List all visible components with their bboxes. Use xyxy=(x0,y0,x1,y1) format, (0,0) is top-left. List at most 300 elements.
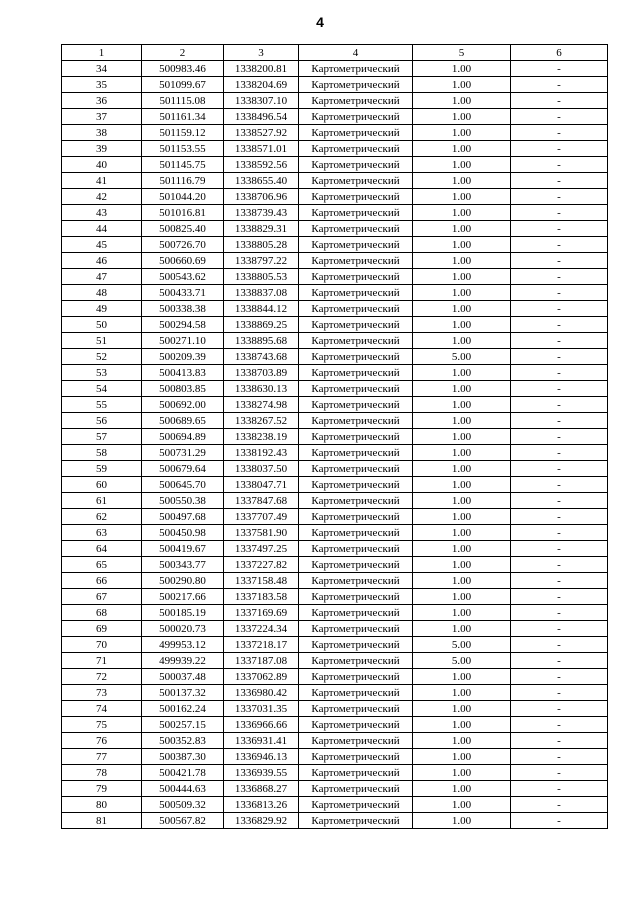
accuracy-cell: 1.00 xyxy=(413,237,511,253)
table-row xyxy=(62,429,608,445)
description-cell: - xyxy=(511,525,608,541)
y-coordinate-cell: 1338837.08 xyxy=(224,285,299,301)
description-cell: - xyxy=(511,621,608,637)
y-coordinate-cell: 1336980.42 xyxy=(224,685,299,701)
y-coordinate-cell: 1338267.52 xyxy=(224,413,299,429)
description-cell: - xyxy=(511,669,608,685)
x-coordinate-cell: 500692.00 xyxy=(142,397,224,413)
description-cell: - xyxy=(511,237,608,253)
point-number-cell: 52 xyxy=(62,349,142,365)
point-number-cell: 44 xyxy=(62,221,142,237)
method-cell: Картометрический xyxy=(299,445,413,461)
table-row xyxy=(62,285,608,301)
table-row xyxy=(62,637,608,653)
table-row xyxy=(62,189,608,205)
table-row xyxy=(62,605,608,621)
table-row xyxy=(62,509,608,525)
y-coordinate-cell: 1338805.28 xyxy=(224,237,299,253)
point-number-cell: 61 xyxy=(62,493,142,509)
x-coordinate-cell: 500290.80 xyxy=(142,573,224,589)
x-coordinate-cell: 501115.08 xyxy=(142,93,224,109)
point-number-cell: 47 xyxy=(62,269,142,285)
point-number-cell: 49 xyxy=(62,301,142,317)
accuracy-cell: 1.00 xyxy=(413,397,511,413)
accuracy-cell: 1.00 xyxy=(413,381,511,397)
accuracy-cell: 1.00 xyxy=(413,221,511,237)
x-coordinate-cell: 500450.98 xyxy=(142,525,224,541)
description-cell: - xyxy=(511,717,608,733)
column-header-method: 4 xyxy=(299,45,413,61)
description-cell: - xyxy=(511,77,608,93)
description-cell: - xyxy=(511,157,608,173)
y-coordinate-cell: 1338739.43 xyxy=(224,205,299,221)
y-coordinate-cell: 1338192.43 xyxy=(224,445,299,461)
point-number-cell: 55 xyxy=(62,397,142,413)
x-coordinate-cell: 500444.63 xyxy=(142,781,224,797)
table-row xyxy=(62,157,608,173)
y-coordinate-cell: 1337187.08 xyxy=(224,653,299,669)
method-cell: Картометрический xyxy=(299,285,413,301)
x-coordinate-cell: 500497.68 xyxy=(142,509,224,525)
point-number-cell: 76 xyxy=(62,733,142,749)
table-row xyxy=(62,205,608,221)
description-cell: - xyxy=(511,269,608,285)
table-row xyxy=(62,669,608,685)
point-number-cell: 64 xyxy=(62,541,142,557)
table-row xyxy=(62,317,608,333)
accuracy-cell: 1.00 xyxy=(413,205,511,221)
description-cell: - xyxy=(511,301,608,317)
x-coordinate-cell: 500689.65 xyxy=(142,413,224,429)
x-coordinate-cell: 500803.85 xyxy=(142,381,224,397)
y-coordinate-cell: 1338238.19 xyxy=(224,429,299,445)
y-coordinate-cell: 1337031.35 xyxy=(224,701,299,717)
y-coordinate-cell: 1338527.92 xyxy=(224,125,299,141)
accuracy-cell: 1.00 xyxy=(413,445,511,461)
table-row xyxy=(62,781,608,797)
method-cell: Картометрический xyxy=(299,221,413,237)
accuracy-cell: 1.00 xyxy=(413,557,511,573)
table-row xyxy=(62,749,608,765)
description-cell: - xyxy=(511,189,608,205)
method-cell: Картометрический xyxy=(299,429,413,445)
method-cell: Картометрический xyxy=(299,813,413,829)
y-coordinate-cell: 1338703.89 xyxy=(224,365,299,381)
description-cell: - xyxy=(511,685,608,701)
table-row xyxy=(62,109,608,125)
y-coordinate-cell: 1336966.66 xyxy=(224,717,299,733)
table-row xyxy=(62,525,608,541)
table-row xyxy=(62,797,608,813)
x-coordinate-cell: 501116.79 xyxy=(142,173,224,189)
y-coordinate-cell: 1336829.92 xyxy=(224,813,299,829)
table-row xyxy=(62,381,608,397)
method-cell: Картометрический xyxy=(299,205,413,221)
x-coordinate-cell: 501159.12 xyxy=(142,125,224,141)
x-coordinate-cell: 500162.24 xyxy=(142,701,224,717)
point-number-cell: 45 xyxy=(62,237,142,253)
method-cell: Картометрический xyxy=(299,653,413,669)
table-row xyxy=(62,61,608,77)
accuracy-cell: 1.00 xyxy=(413,141,511,157)
y-coordinate-cell: 1338200.81 xyxy=(224,61,299,77)
x-coordinate-cell: 500660.69 xyxy=(142,253,224,269)
method-cell: Картометрический xyxy=(299,797,413,813)
point-number-cell: 57 xyxy=(62,429,142,445)
table-row xyxy=(62,93,608,109)
table-row xyxy=(62,493,608,509)
y-coordinate-cell: 1337158.48 xyxy=(224,573,299,589)
method-cell: Картометрический xyxy=(299,77,413,93)
x-coordinate-cell: 500209.39 xyxy=(142,349,224,365)
y-coordinate-cell: 1337497.25 xyxy=(224,541,299,557)
x-coordinate-cell: 501016.81 xyxy=(142,205,224,221)
table-row xyxy=(62,653,608,669)
y-coordinate-cell: 1338805.53 xyxy=(224,269,299,285)
x-coordinate-cell: 500413.83 xyxy=(142,365,224,381)
description-cell: - xyxy=(511,381,608,397)
accuracy-cell: 1.00 xyxy=(413,749,511,765)
point-number-cell: 75 xyxy=(62,717,142,733)
y-coordinate-cell: 1337227.82 xyxy=(224,557,299,573)
table-row xyxy=(62,717,608,733)
accuracy-cell: 1.00 xyxy=(413,285,511,301)
y-coordinate-cell: 1338592.56 xyxy=(224,157,299,173)
description-cell: - xyxy=(511,173,608,189)
method-cell: Картометрический xyxy=(299,749,413,765)
point-number-cell: 78 xyxy=(62,765,142,781)
x-coordinate-cell: 500185.19 xyxy=(142,605,224,621)
y-coordinate-cell: 1338047.71 xyxy=(224,477,299,493)
method-cell: Картометрический xyxy=(299,765,413,781)
method-cell: Картометрический xyxy=(299,493,413,509)
table-row xyxy=(62,621,608,637)
y-coordinate-cell: 1338895.68 xyxy=(224,333,299,349)
description-cell: - xyxy=(511,141,608,157)
y-coordinate-cell: 1337847.68 xyxy=(224,493,299,509)
point-number-cell: 70 xyxy=(62,637,142,653)
point-number-cell: 50 xyxy=(62,317,142,333)
method-cell: Картометрический xyxy=(299,125,413,141)
method-cell: Картометрический xyxy=(299,525,413,541)
point-number-cell: 48 xyxy=(62,285,142,301)
x-coordinate-cell: 500509.32 xyxy=(142,797,224,813)
y-coordinate-cell: 1337224.34 xyxy=(224,621,299,637)
description-cell: - xyxy=(511,349,608,365)
column-header-x: 2 xyxy=(142,45,224,61)
table-row xyxy=(62,333,608,349)
x-coordinate-cell: 500271.10 xyxy=(142,333,224,349)
x-coordinate-cell: 501099.67 xyxy=(142,77,224,93)
x-coordinate-cell: 500983.46 xyxy=(142,61,224,77)
x-coordinate-cell: 500037.48 xyxy=(142,669,224,685)
x-coordinate-cell: 500387.30 xyxy=(142,749,224,765)
method-cell: Картометрический xyxy=(299,541,413,557)
method-cell: Картометрический xyxy=(299,573,413,589)
y-coordinate-cell: 1338706.96 xyxy=(224,189,299,205)
table-row xyxy=(62,461,608,477)
description-cell: - xyxy=(511,253,608,269)
description-cell: - xyxy=(511,605,608,621)
method-cell: Картометрический xyxy=(299,461,413,477)
method-cell: Картометрический xyxy=(299,141,413,157)
point-number-cell: 65 xyxy=(62,557,142,573)
x-coordinate-cell: 500645.70 xyxy=(142,477,224,493)
method-cell: Картометрический xyxy=(299,685,413,701)
x-coordinate-cell: 500352.83 xyxy=(142,733,224,749)
y-coordinate-cell: 1336868.27 xyxy=(224,781,299,797)
y-coordinate-cell: 1338630.13 xyxy=(224,381,299,397)
x-coordinate-cell: 500726.70 xyxy=(142,237,224,253)
description-cell: - xyxy=(511,205,608,221)
method-cell: Картометрический xyxy=(299,733,413,749)
point-number-cell: 37 xyxy=(62,109,142,125)
accuracy-cell: 1.00 xyxy=(413,333,511,349)
point-number-cell: 38 xyxy=(62,125,142,141)
table-row xyxy=(62,237,608,253)
method-cell: Картометрический xyxy=(299,109,413,125)
y-coordinate-cell: 1338869.25 xyxy=(224,317,299,333)
x-coordinate-cell: 500694.89 xyxy=(142,429,224,445)
y-coordinate-cell: 1337169.69 xyxy=(224,605,299,621)
method-cell: Картометрический xyxy=(299,61,413,77)
coordinates-table xyxy=(61,44,608,829)
accuracy-cell: 1.00 xyxy=(413,733,511,749)
description-cell: - xyxy=(511,781,608,797)
point-number-cell: 71 xyxy=(62,653,142,669)
x-coordinate-cell: 501044.20 xyxy=(142,189,224,205)
method-cell: Картометрический xyxy=(299,269,413,285)
table-row xyxy=(62,541,608,557)
method-cell: Картометрический xyxy=(299,477,413,493)
point-number-cell: 58 xyxy=(62,445,142,461)
point-number-cell: 40 xyxy=(62,157,142,173)
description-cell: - xyxy=(511,797,608,813)
point-number-cell: 62 xyxy=(62,509,142,525)
description-cell: - xyxy=(511,445,608,461)
point-number-cell: 56 xyxy=(62,413,142,429)
accuracy-cell: 1.00 xyxy=(413,493,511,509)
y-coordinate-cell: 1337707.49 xyxy=(224,509,299,525)
table-row xyxy=(62,685,608,701)
table-body xyxy=(62,61,608,829)
column-header-point-number: 1 xyxy=(62,45,142,61)
y-coordinate-cell: 1336931.41 xyxy=(224,733,299,749)
x-coordinate-cell: 500343.77 xyxy=(142,557,224,573)
accuracy-cell: 1.00 xyxy=(413,573,511,589)
description-cell: - xyxy=(511,413,608,429)
y-coordinate-cell: 1338496.54 xyxy=(224,109,299,125)
y-coordinate-cell: 1338274.98 xyxy=(224,397,299,413)
method-cell: Картометрический xyxy=(299,637,413,653)
x-coordinate-cell: 500550.38 xyxy=(142,493,224,509)
accuracy-cell: 1.00 xyxy=(413,669,511,685)
point-number-cell: 77 xyxy=(62,749,142,765)
point-number-cell: 46 xyxy=(62,253,142,269)
description-cell: - xyxy=(511,397,608,413)
accuracy-cell: 1.00 xyxy=(413,157,511,173)
table-row xyxy=(62,301,608,317)
column-header-y: 3 xyxy=(224,45,299,61)
table-row xyxy=(62,349,608,365)
method-cell: Картометрический xyxy=(299,717,413,733)
description-cell: - xyxy=(511,221,608,237)
y-coordinate-cell: 1336939.55 xyxy=(224,765,299,781)
accuracy-cell: 1.00 xyxy=(413,477,511,493)
method-cell: Картометрический xyxy=(299,669,413,685)
table-row xyxy=(62,397,608,413)
method-cell: Картометрический xyxy=(299,397,413,413)
x-coordinate-cell: 500433.71 xyxy=(142,285,224,301)
y-coordinate-cell: 1337581.90 xyxy=(224,525,299,541)
accuracy-cell: 5.00 xyxy=(413,637,511,653)
y-coordinate-cell: 1337062.89 xyxy=(224,669,299,685)
accuracy-cell: 1.00 xyxy=(413,253,511,269)
x-coordinate-cell: 500217.66 xyxy=(142,589,224,605)
description-cell: - xyxy=(511,541,608,557)
y-coordinate-cell: 1338571.01 xyxy=(224,141,299,157)
description-cell: - xyxy=(511,93,608,109)
y-coordinate-cell: 1336813.26 xyxy=(224,797,299,813)
accuracy-cell: 1.00 xyxy=(413,605,511,621)
x-coordinate-cell: 500679.64 xyxy=(142,461,224,477)
column-header-description: 6 xyxy=(511,45,608,61)
x-coordinate-cell: 500137.32 xyxy=(142,685,224,701)
method-cell: Картометрический xyxy=(299,173,413,189)
table-row xyxy=(62,573,608,589)
accuracy-cell: 1.00 xyxy=(413,301,511,317)
accuracy-cell: 1.00 xyxy=(413,173,511,189)
y-coordinate-cell: 1338743.68 xyxy=(224,349,299,365)
point-number-cell: 68 xyxy=(62,605,142,621)
accuracy-cell: 1.00 xyxy=(413,93,511,109)
table-row xyxy=(62,125,608,141)
point-number-cell: 80 xyxy=(62,797,142,813)
x-coordinate-cell: 500543.62 xyxy=(142,269,224,285)
accuracy-cell: 1.00 xyxy=(413,509,511,525)
x-coordinate-cell: 499939.22 xyxy=(142,653,224,669)
point-number-cell: 51 xyxy=(62,333,142,349)
method-cell: Картометрический xyxy=(299,509,413,525)
x-coordinate-cell: 500294.58 xyxy=(142,317,224,333)
x-coordinate-cell: 500731.29 xyxy=(142,445,224,461)
method-cell: Картометрический xyxy=(299,237,413,253)
method-cell: Картометрический xyxy=(299,93,413,109)
table-row xyxy=(62,77,608,93)
method-cell: Картометрический xyxy=(299,381,413,397)
description-cell: - xyxy=(511,365,608,381)
method-cell: Картометрический xyxy=(299,621,413,637)
description-cell: - xyxy=(511,333,608,349)
point-number-cell: 72 xyxy=(62,669,142,685)
method-cell: Картометрический xyxy=(299,589,413,605)
description-cell: - xyxy=(511,109,608,125)
y-coordinate-cell: 1336946.13 xyxy=(224,749,299,765)
table-row xyxy=(62,477,608,493)
x-coordinate-cell: 500419.67 xyxy=(142,541,224,557)
description-cell: - xyxy=(511,429,608,445)
description-cell: - xyxy=(511,317,608,333)
y-coordinate-cell: 1338829.31 xyxy=(224,221,299,237)
y-coordinate-cell: 1338844.12 xyxy=(224,301,299,317)
method-cell: Картометрический xyxy=(299,365,413,381)
point-number-cell: 36 xyxy=(62,93,142,109)
y-coordinate-cell: 1337183.58 xyxy=(224,589,299,605)
description-cell: - xyxy=(511,589,608,605)
table-row xyxy=(62,445,608,461)
accuracy-cell: 1.00 xyxy=(413,589,511,605)
accuracy-cell: 1.00 xyxy=(413,685,511,701)
point-number-cell: 53 xyxy=(62,365,142,381)
method-cell: Картометрический xyxy=(299,301,413,317)
table-row xyxy=(62,557,608,573)
table-row xyxy=(62,173,608,189)
accuracy-cell: 1.00 xyxy=(413,701,511,717)
description-cell: - xyxy=(511,461,608,477)
point-number-cell: 79 xyxy=(62,781,142,797)
point-number-cell: 54 xyxy=(62,381,142,397)
point-number-cell: 41 xyxy=(62,173,142,189)
method-cell: Картометрический xyxy=(299,349,413,365)
table-row xyxy=(62,221,608,237)
column-header-accuracy: 5 xyxy=(413,45,511,61)
point-number-cell: 42 xyxy=(62,189,142,205)
table-row xyxy=(62,765,608,781)
accuracy-cell: 1.00 xyxy=(413,189,511,205)
x-coordinate-cell: 501161.34 xyxy=(142,109,224,125)
accuracy-cell: 1.00 xyxy=(413,525,511,541)
accuracy-cell: 1.00 xyxy=(413,781,511,797)
description-cell: - xyxy=(511,573,608,589)
method-cell: Картометрический xyxy=(299,157,413,173)
y-coordinate-cell: 1338797.22 xyxy=(224,253,299,269)
y-coordinate-cell: 1338037.50 xyxy=(224,461,299,477)
x-coordinate-cell: 500020.73 xyxy=(142,621,224,637)
point-number-cell: 35 xyxy=(62,77,142,93)
accuracy-cell: 1.00 xyxy=(413,125,511,141)
accuracy-cell: 1.00 xyxy=(413,621,511,637)
description-cell: - xyxy=(511,653,608,669)
method-cell: Картометрический xyxy=(299,317,413,333)
point-number-cell: 74 xyxy=(62,701,142,717)
point-number-cell: 60 xyxy=(62,477,142,493)
accuracy-cell: 5.00 xyxy=(413,653,511,669)
point-number-cell: 59 xyxy=(62,461,142,477)
point-number-cell: 73 xyxy=(62,685,142,701)
table-row xyxy=(62,733,608,749)
x-coordinate-cell: 501153.55 xyxy=(142,141,224,157)
point-number-cell: 39 xyxy=(62,141,142,157)
x-coordinate-cell: 500825.40 xyxy=(142,221,224,237)
table-header-row xyxy=(62,45,608,61)
method-cell: Картометрический xyxy=(299,413,413,429)
x-coordinate-cell: 500338.38 xyxy=(142,301,224,317)
accuracy-cell: 1.00 xyxy=(413,765,511,781)
table-row xyxy=(62,269,608,285)
y-coordinate-cell: 1338655.40 xyxy=(224,173,299,189)
method-cell: Картометрический xyxy=(299,605,413,621)
accuracy-cell: 1.00 xyxy=(413,429,511,445)
x-coordinate-cell: 501145.75 xyxy=(142,157,224,173)
table-row xyxy=(62,589,608,605)
description-cell: - xyxy=(511,765,608,781)
description-cell: - xyxy=(511,285,608,301)
table-row xyxy=(62,365,608,381)
accuracy-cell: 1.00 xyxy=(413,413,511,429)
method-cell: Картометрический xyxy=(299,557,413,573)
page-number: 4 xyxy=(316,14,324,30)
accuracy-cell: 1.00 xyxy=(413,461,511,477)
